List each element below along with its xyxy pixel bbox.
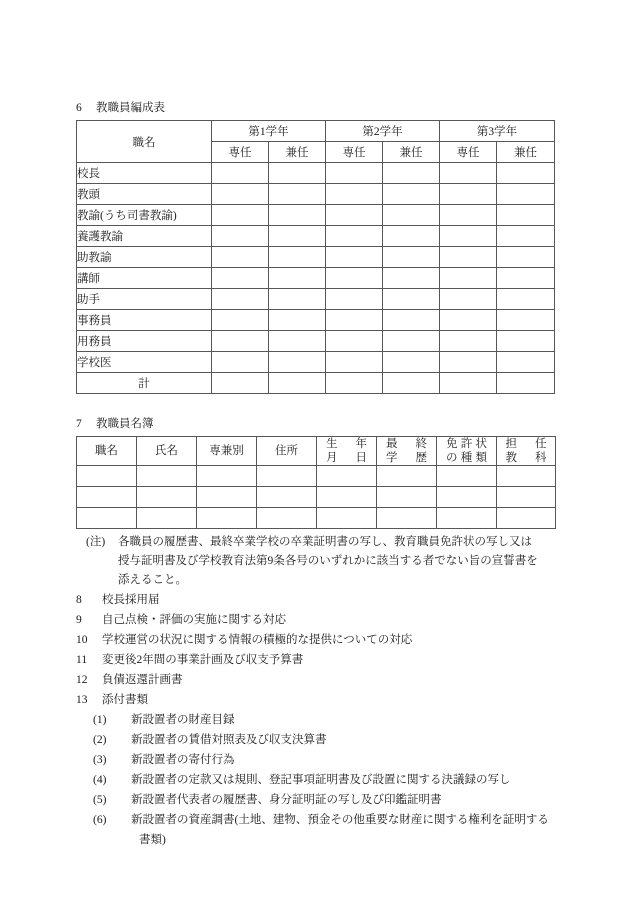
numbered-item-list [76, 590, 556, 710]
roster-header-3: 専兼別 [197, 437, 257, 466]
table-row [77, 352, 555, 373]
table-cell[interactable] [326, 184, 383, 205]
table-row [77, 268, 555, 289]
staff-composition-thead [77, 121, 555, 163]
table-row [77, 247, 555, 268]
header-grade3-parttime: 兼任 [497, 142, 555, 163]
table-cell[interactable] [326, 268, 383, 289]
table-cell[interactable] [197, 487, 257, 508]
roster-header-4: 住所 [257, 437, 317, 466]
table-cell[interactable] [326, 310, 383, 331]
table-cell[interactable] [437, 487, 497, 508]
table-cell[interactable] [326, 226, 383, 247]
table-cell[interactable] [212, 226, 269, 247]
table-cell[interactable] [497, 508, 556, 529]
table-cell[interactable] [269, 268, 326, 289]
table-row [77, 487, 556, 508]
row-label-job-title: 助手 [77, 289, 212, 310]
table-row [77, 331, 555, 352]
row-label-job-title: 教諭(うち司書教諭) [77, 205, 212, 226]
table-cell[interactable] [440, 352, 497, 373]
table-cell[interactable] [137, 487, 197, 508]
table-cell[interactable] [497, 310, 555, 331]
table-cell[interactable] [440, 226, 497, 247]
table-cell[interactable] [383, 352, 440, 373]
numbered-item-number: 13 [76, 694, 88, 706]
table-cell[interactable] [77, 487, 137, 508]
table-cell[interactable] [497, 247, 555, 268]
table-cell[interactable] [212, 205, 269, 226]
table-row [77, 163, 555, 184]
table-row [77, 205, 555, 226]
table-row [77, 289, 555, 310]
table-cell[interactable] [326, 289, 383, 310]
staff-roster-tbody [77, 466, 556, 529]
table-cell[interactable] [383, 226, 440, 247]
table-cell[interactable] [317, 466, 377, 487]
section-7-title: 教職員名簿 [96, 418, 154, 430]
table-cell[interactable] [269, 331, 326, 352]
table-cell[interactable] [212, 163, 269, 184]
table-cell[interactable] [317, 487, 377, 508]
table-cell[interactable] [212, 310, 269, 331]
table-cell[interactable] [497, 289, 555, 310]
header-grade2-fulltime: 専任 [326, 142, 383, 163]
table-cell[interactable] [440, 163, 497, 184]
table-cell[interactable] [377, 508, 437, 529]
header-grade2-parttime: 兼任 [383, 142, 440, 163]
table-header-row [77, 437, 556, 466]
table-cell[interactable] [497, 163, 555, 184]
section-6-heading [76, 100, 556, 117]
table-cell[interactable] [326, 247, 383, 268]
table-cell[interactable] [497, 226, 555, 247]
table-cell[interactable] [269, 205, 326, 226]
roster-header-5: 生 年 月 日 [317, 437, 377, 466]
note-text-2: 授与証明書及び学校教育法第9条各号のいずれかに該当する者でない旨の宣誓書を [118, 555, 538, 567]
table-cell[interactable] [437, 466, 497, 487]
attachment-item-number: (1) [93, 714, 107, 726]
numbered-item-text: 学校運営の状況に関する情報の積極的な提供についての対応 [102, 634, 413, 646]
table-cell[interactable] [440, 289, 497, 310]
table-cell[interactable] [383, 289, 440, 310]
numbered-item-text: 校長採用届 [102, 594, 160, 606]
document-content [76, 100, 556, 850]
table-cell-total[interactable] [326, 373, 383, 394]
attachment-list [76, 710, 556, 850]
row-label-job-title: 養護教諭 [77, 226, 212, 247]
table-cell-total[interactable] [440, 373, 497, 394]
roster-note [76, 533, 556, 590]
table-cell[interactable] [257, 466, 317, 487]
section-6-number: 6 [76, 102, 82, 114]
numbered-item [76, 630, 556, 650]
note-indent-3 [76, 571, 118, 590]
numbered-item [76, 590, 556, 610]
table-cell[interactable] [77, 508, 137, 529]
row-label-job-title: 用務員 [77, 331, 212, 352]
table-cell[interactable] [197, 466, 257, 487]
table-cell[interactable] [212, 247, 269, 268]
table-cell[interactable] [497, 184, 555, 205]
table-cell-total[interactable] [497, 373, 555, 394]
attachment-item [76, 790, 556, 810]
attachment-item-continuation: 書類) [139, 834, 166, 846]
attachment-item [76, 810, 556, 850]
attachment-item [76, 730, 556, 750]
note-line-3 [76, 571, 556, 590]
attachment-item-number: (4) [93, 774, 107, 786]
row-label-job-title: 助教諭 [77, 247, 212, 268]
numbered-item-number: 11 [76, 654, 88, 666]
table-cell[interactable] [326, 205, 383, 226]
table-cell[interactable] [269, 163, 326, 184]
roster-header-7: 免許状 の種類 [437, 437, 497, 466]
numbered-item-number: 10 [76, 634, 88, 646]
header-grade1-fulltime: 専任 [212, 142, 269, 163]
roster-header-8: 担 任 教 科 [497, 437, 556, 466]
numbered-item-number: 9 [76, 614, 82, 626]
table-cell[interactable] [497, 268, 555, 289]
table-row [77, 226, 555, 247]
attachment-item-number: (3) [93, 754, 107, 766]
table-row [77, 508, 556, 529]
attachment-item-number: (5) [93, 794, 107, 806]
table-row [77, 466, 556, 487]
table-cell[interactable] [440, 184, 497, 205]
attachment-item [76, 710, 556, 730]
attachment-item [76, 770, 556, 790]
attachment-item-text: 新設置者の財産目録 [131, 714, 235, 726]
row-label-job-title: 校長 [77, 163, 212, 184]
table-cell-total[interactable] [383, 373, 440, 394]
numbered-item [76, 610, 556, 630]
note-text-3: 添えること。 [118, 574, 187, 586]
attachment-item-text: 新設置者の賃借対照表及び収支決算書 [131, 734, 327, 746]
note-line-2 [76, 552, 556, 571]
row-label-total: 計 [77, 373, 212, 394]
row-label-job-title: 事務員 [77, 310, 212, 331]
numbered-item-text: 負債返還計画書 [102, 674, 183, 686]
numbered-item [76, 670, 556, 690]
table-cell[interactable] [317, 508, 377, 529]
table-cell[interactable] [383, 247, 440, 268]
note-line-1 [76, 533, 556, 552]
header-grade3-fulltime: 専任 [440, 142, 497, 163]
table-row [77, 310, 555, 331]
roster-header-6: 最 終 学 歴 [377, 437, 437, 466]
numbered-item [76, 690, 556, 710]
table-cell[interactable] [440, 310, 497, 331]
section-7-heading [76, 416, 556, 433]
table-cell[interactable] [212, 184, 269, 205]
table-cell[interactable] [269, 352, 326, 373]
numbered-item-number: 12 [76, 674, 88, 686]
table-cell[interactable] [497, 352, 555, 373]
table-cell[interactable] [437, 508, 497, 529]
table-cell[interactable] [257, 487, 317, 508]
header-job-title: 職名 [77, 121, 212, 163]
table-cell[interactable] [440, 331, 497, 352]
table-cell[interactable] [497, 331, 555, 352]
table-cell[interactable] [197, 508, 257, 529]
table-cell[interactable] [269, 289, 326, 310]
table-cell[interactable] [497, 466, 556, 487]
header-grade-3: 第3学年 [440, 121, 555, 142]
table-cell[interactable] [383, 268, 440, 289]
header-grade-2: 第2学年 [326, 121, 440, 142]
numbered-item-text: 添付書類 [102, 694, 148, 706]
header-grade-1: 第1学年 [212, 121, 326, 142]
row-label-job-title: 学校医 [77, 352, 212, 373]
table-cell[interactable] [212, 352, 269, 373]
table-row-total [77, 373, 555, 394]
note-label: (注) [86, 536, 106, 548]
section-7-number: 7 [76, 418, 82, 430]
table-cell[interactable] [212, 331, 269, 352]
table-cell[interactable] [383, 310, 440, 331]
header-grade1-parttime: 兼任 [269, 142, 326, 163]
attachment-item-number: (6) [93, 814, 107, 826]
section-6-title: 教職員編成表 [96, 102, 165, 114]
table-cell[interactable] [137, 466, 197, 487]
table-cell[interactable] [269, 247, 326, 268]
table-cell[interactable] [497, 487, 556, 508]
staff-roster-thead [77, 437, 556, 466]
row-label-job-title: 教頭 [77, 184, 212, 205]
table-cell[interactable] [440, 268, 497, 289]
table-cell[interactable] [269, 184, 326, 205]
table-cell[interactable] [326, 163, 383, 184]
table-cell[interactable] [383, 331, 440, 352]
table-cell-total[interactable] [212, 373, 269, 394]
attachment-item-text: 新設置者の資産調書(土地、建物、預金その他重要な財産に関する権利を証明する 書類) [131, 810, 549, 850]
table-cell[interactable] [440, 247, 497, 268]
table-cell[interactable] [383, 163, 440, 184]
table-cell[interactable] [77, 466, 137, 487]
table-cell[interactable] [383, 205, 440, 226]
table-cell[interactable] [269, 226, 326, 247]
staff-roster-table [76, 436, 556, 529]
staff-composition-table [76, 120, 555, 394]
table-cell[interactable] [257, 508, 317, 529]
table-cell[interactable] [326, 352, 383, 373]
table-cell-total[interactable] [269, 373, 326, 394]
table-cell[interactable] [497, 205, 555, 226]
attachment-item-text: 新設置者の寄付行為 [131, 754, 235, 766]
table-cell[interactable] [269, 310, 326, 331]
table-cell[interactable] [440, 205, 497, 226]
table-cell[interactable] [377, 487, 437, 508]
numbered-item-text: 自己点検・評価の実施に関する対応 [102, 614, 286, 626]
table-cell[interactable] [137, 508, 197, 529]
roster-header-2: 氏名 [137, 437, 197, 466]
numbered-item-text: 変更後2年間の事業計画及び収支予算書 [102, 654, 304, 666]
note-indent-2 [76, 552, 118, 571]
attachment-item [76, 750, 556, 770]
attachment-item-number: (2) [93, 734, 107, 746]
attachment-item-text: 新設置者代表者の履歴書、身分証明証の写し及び印鑑証明書 [131, 794, 442, 806]
roster-header-1: 職名 [77, 437, 137, 466]
note-text-1: 各職員の履歴書、最終卒業学校の卒業証明書の写し、教育職員免許状の写し又は [118, 536, 532, 548]
attachment-item-text: 新設置者の定款又は規則、登記事項証明書及び設置に関する決議録の写し [131, 774, 511, 786]
table-gap-1 [76, 394, 556, 416]
numbered-item [76, 650, 556, 670]
table-cell[interactable] [212, 268, 269, 289]
table-cell[interactable] [383, 184, 440, 205]
table-row [77, 184, 555, 205]
numbered-item-number: 8 [76, 594, 82, 606]
table-cell[interactable] [212, 289, 269, 310]
staff-composition-tbody [77, 163, 555, 394]
table-cell[interactable] [377, 466, 437, 487]
row-label-job-title: 講師 [77, 268, 212, 289]
table-cell[interactable] [326, 331, 383, 352]
